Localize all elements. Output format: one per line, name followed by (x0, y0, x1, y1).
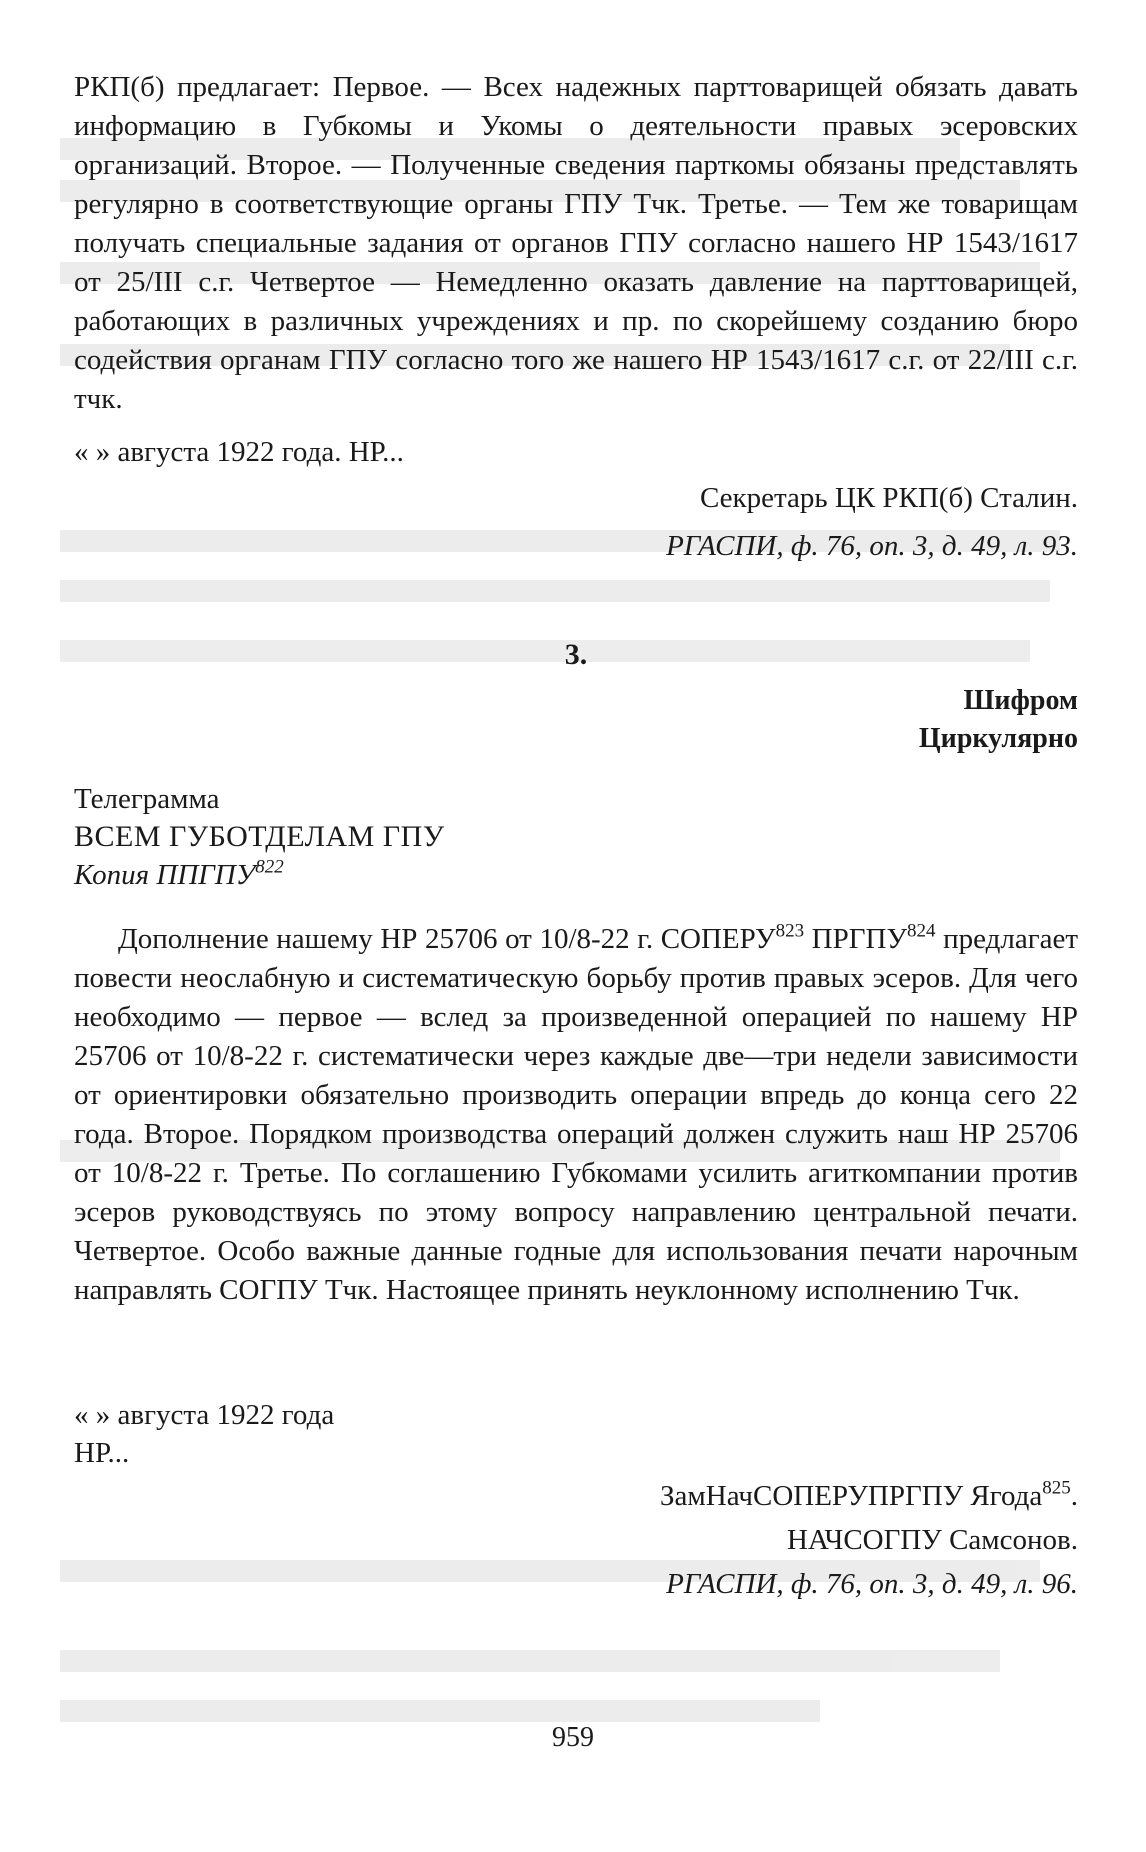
signature-stalin: Секретарь ЦК РКП(б) Сталин. (699, 482, 1078, 514)
telegram-body (74, 920, 1078, 1310)
circular-label: Циркулярно (918, 723, 1078, 754)
signature-yagoda-text: ЗамНачСОПЕРУПРГПУ Ягода (660, 1480, 1043, 1512)
telegram-body-part: ПРГПУ (804, 923, 907, 955)
date-line-2: « » августа 1922 года (74, 1399, 335, 1431)
document-number: 3. (564, 638, 588, 671)
footnote-ref: 825 (1042, 1477, 1071, 1499)
page-number: 959 (552, 1722, 594, 1753)
date-block-2 (74, 1396, 334, 1472)
date-line-1: « » августа 1922 года. НР... (74, 436, 404, 468)
footnote-ref: 823 (775, 920, 805, 942)
footnote-ref: 822 (255, 856, 284, 878)
signature-yagoda: ЗамНачСОПЕРУПРГПУ Ягода$^{825}$. (660, 1477, 1078, 1512)
cipher-block (74, 682, 1078, 758)
cipher-label: Шифром (963, 685, 1078, 716)
telegram-body-part: Дополнение нашему НР 25706 от 10/8-22 г. СОПЕРУ (118, 923, 776, 955)
copy-label (74, 856, 445, 894)
telegram-header (74, 780, 445, 894)
archive-reference-1: РГАСПИ, ф. 76, оп. 3, д. 49, л. 93. (666, 530, 1078, 562)
signature-samsonov: НАЧСОГПУ Самсонов. (786, 1524, 1078, 1556)
paragraph-directive: РКП(б) предлагает: Первое. — Всех надежных парттоварищей обязать давать информацию в Губкомы и Укомы о деятельности правых эсеровских организаций. Второе. — Полученные сведения парткомы обязаны представлять регулярно в соответствующие органы ГПУ Тчк. Третье. — Тем же товарищам получать специальные задания от органов ГПУ согласно нашего НР 1543/1617 от 25/III с.г. Четвертое — Немедленно оказать давление на парттоварищей, работающих в различных учреждениях и пр. по скорейшему созданию бюро содействия органам ГПУ согласно того же нашего НР 1543/1617 с.г. от 22/III с.г. тчк. (74, 71, 1078, 415)
telegram-label: Телеграмма (74, 783, 220, 815)
footnote-ref: 824 (907, 920, 936, 942)
telegram-body-part: предлагает повести неослабную и систематическую борьбу против правых эсеров. Для чего необходимо — первое — вслед за произведенной операцией по нашему НР 25706 от 10/8-22 г. систематически через каждые две—три недели зависимости от ориентировки обязательно производить операции впредь до конца сего 22 года. Второе. Порядком производства операций должен служить наш НР 25706 от 10/8-22 г. Третье. По соглашению Губкомами усилить агиткомпании против эсеров руководствуясь по этому вопросу направлению центральной печати. Четвертое. Особо важные данные годные для использования печати нарочным направлять СОГПУ Тчк. Настоящее принять неуклонному исполнению Тчк. (74, 923, 1079, 1306)
addressee: ВСЕМ ГУБОТДЕЛАМ ГПУ (74, 820, 445, 853)
archive-reference-2: РГАСПИ, ф. 76, оп. 3, д. 49, л. 96. (666, 1568, 1078, 1600)
registry-number: НР... (74, 1437, 130, 1469)
signature-block-2 (74, 1474, 1078, 1606)
copy-label-text: Копия ППГПУ (74, 859, 256, 891)
